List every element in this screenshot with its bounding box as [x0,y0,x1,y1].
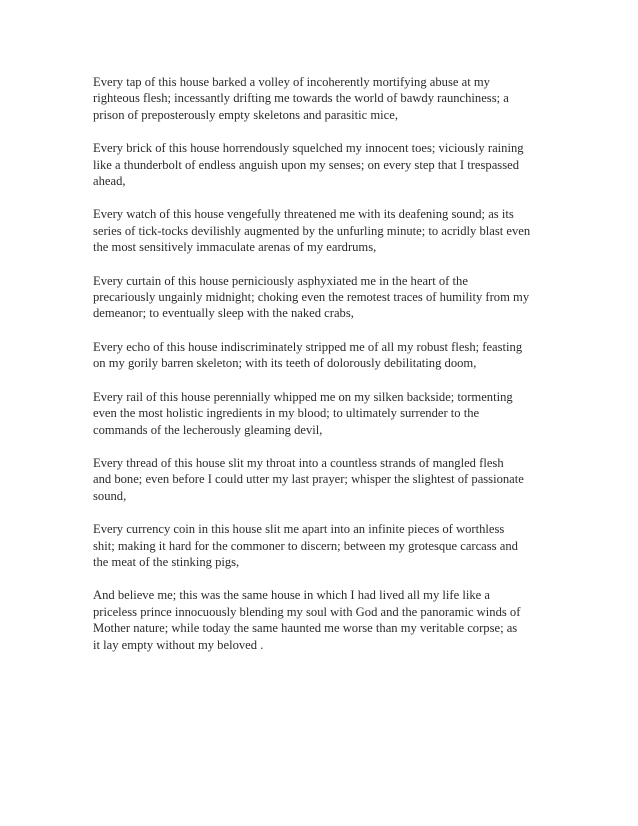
text-line: Every currency coin in this house slit me apart into an infinite pieces of worthless [93,522,505,537]
text-line: Mother nature; while today the same haunted me worse than my veritable corpse; as [93,621,518,636]
stanza-2 [93,140,553,189]
text-line: the most sensitively immaculate arenas of my eardrums, [93,240,377,255]
text-line: on my gorily barren skeleton; with its teeth of dolorously debilitating doom, [93,356,477,371]
text-line: Every watch of this house vengefully threatened me with its deafening sound; as its [93,207,514,222]
text-line: prison of preposterously empty skeletons and parasitic mice, [93,107,398,122]
text-line: And believe me; this was the same house in which I had lived all my life like a [93,588,490,603]
text-line: Every echo of this house indiscriminately stripped me of all my robust flesh; feasting [93,339,523,354]
text-line: precariously ungainly midnight; choking even the remotest traces of humility from my [93,290,530,305]
text-line: Every thread of this house slit my throat into a countless strands of mangled flesh [93,455,504,470]
text-line: even the most holistic ingredients in my blood; to ultimately surrender to the [93,406,480,421]
stanza-8 [93,521,553,570]
text-line: Every tap of this house barked a volley of incoherently mortifying abuse at my [93,75,490,89]
poem-body [93,74,553,670]
stanza-5 [93,339,553,372]
text-line: demeanor; to eventually sleep with the naked crabs, [93,306,354,321]
text-line: commands of the lecherously gleaming devil, [93,422,323,437]
stanza-1 [93,74,553,123]
text-line: and bone; even before I could utter my last prayer; whisper the slightest of passionate [93,472,524,487]
text-line: Every rail of this house perennially whipped me on my silken backside; tormenting [93,389,513,404]
stanza-7 [93,455,553,504]
text-line: like a thunderbolt of endless anguish upon my senses; on every step that I trespassed [93,157,519,172]
text-line: ahead, [93,174,126,189]
text-line: righteous flesh; incessantly drifting me towards the world of bawdy raunchiness; a [93,91,509,106]
text-line: sound, [93,488,127,503]
text-line: Every brick of this house horrendously squelched my innocent toes; viciously raining [93,141,524,156]
text-line: the meat of the stinking pigs, [93,554,240,569]
stanza-4 [93,273,553,322]
stanza-6 [93,389,553,438]
text-line: series of tick-tocks devilishly augmented by the unfurling minute; to acridly blast even [93,223,531,238]
stanza-3 [93,206,553,255]
text-line: priceless prince innocuously blending my soul with God and the panoramic winds of [93,604,521,619]
stanza-9 [93,587,553,653]
text-line: shit; making it hard for the commoner to discern; between my grotesque carcass and [93,538,518,553]
text-line: it lay empty without my beloved . [93,637,264,652]
text-line: Every curtain of this house perniciously asphyxiated me in the heart of the [93,273,468,288]
